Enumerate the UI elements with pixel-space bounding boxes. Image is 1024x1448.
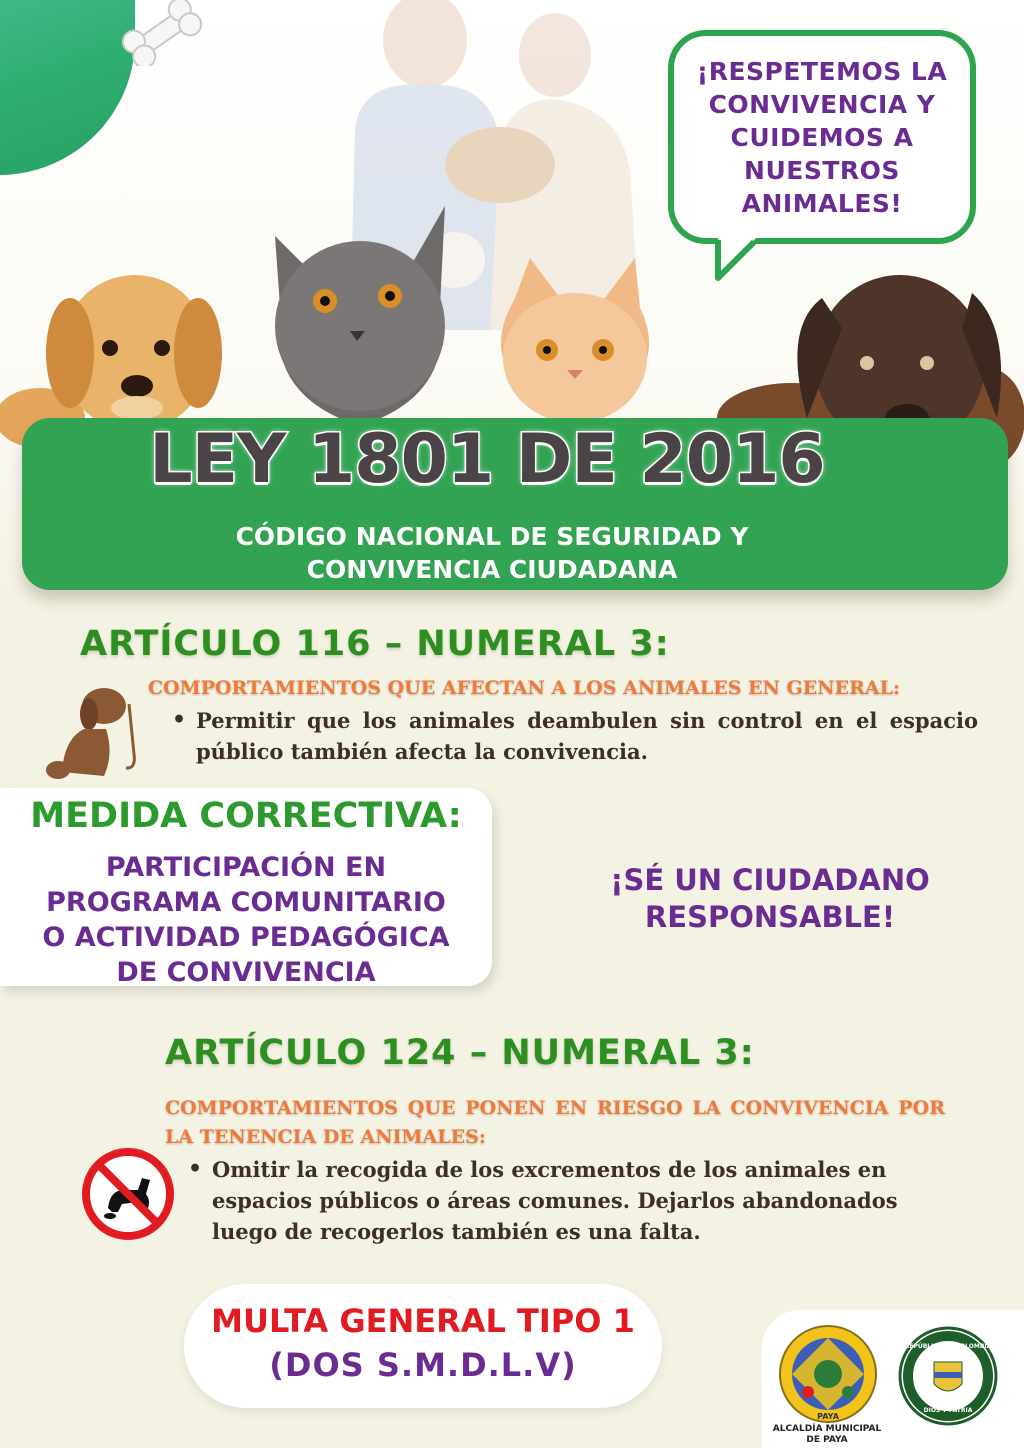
speech-bubble [668, 30, 976, 244]
responsible-citizen-slogan: ¡SÉ UN CIUDADANO RESPONSABLE! [610, 863, 930, 934]
grey-kitten-photo [245, 196, 475, 426]
paya-ring-text: PAYA [817, 1412, 839, 1421]
article-116-title: ARTÍCULO 116 – NUMERAL 3: [80, 624, 670, 664]
police-motto: DIOS Y PATRIA [923, 1407, 973, 1414]
national-police-seal-icon [898, 1326, 998, 1426]
law-title: LEY 1801 DE 2016 [149, 420, 825, 499]
orange-kitten-photo [475, 258, 675, 428]
paya-municipality-seal-icon [778, 1324, 878, 1424]
bubble-text: ¡RESPETEMOS LA CONVIVENCIA Y CUIDEMOS A NUESTROS ANIMALES! [696, 56, 948, 218]
bone-icon [112, 0, 212, 66]
article-116-bullet: • Permitir que los animales deambulen sin control en el espacio público también afecta la convivencia. [196, 705, 978, 767]
no-dog-poop-icon [80, 1146, 176, 1242]
fine-amount: (DOS S.M.D.L.V) [269, 1346, 577, 1384]
article-116-heading: COMPORTAMIENTOS QUE AFECTAN A LOS ANIMALES EN GENERAL: [148, 677, 900, 699]
law-subtitle: CÓDIGO NACIONAL DE SEGURIDAD Y CONVIVENCIA CIUDADANA [235, 522, 749, 584]
paya-caption: ALCALDÍA MUNICIPAL DE PAYA [772, 1424, 882, 1445]
corrective-measure-body: PARTICIPACIÓN EN PROGRAMA COMUNITARIO O ACTIVIDAD PEDAGÓGICA DE CONVIVENCIA [42, 852, 450, 988]
article-124-bullet: • Omitir la recogida de los excrementos de los animales en espacios públicos o áreas comunes. Dejarlos abandonados luego de recogerlos también es una falta. [212, 1154, 946, 1247]
article-124-heading: COMPORTAMIENTOS QUE PONEN EN RIESGO LA CONVIVENCIA POR LA TENENCIA DE ANIMALES: [165, 1097, 945, 1148]
article-124-title: ARTÍCULO 124 – NUMERAL 3: [165, 1033, 755, 1073]
police-ring-text: REPÚBLICA DE COLOMBIA [904, 1343, 992, 1350]
dog-with-leash-icon [44, 684, 154, 784]
corrective-measure-title: MEDIDA CORRECTIVA: [30, 796, 462, 836]
fine-type: MULTA GENERAL TIPO 1 [211, 1302, 635, 1340]
